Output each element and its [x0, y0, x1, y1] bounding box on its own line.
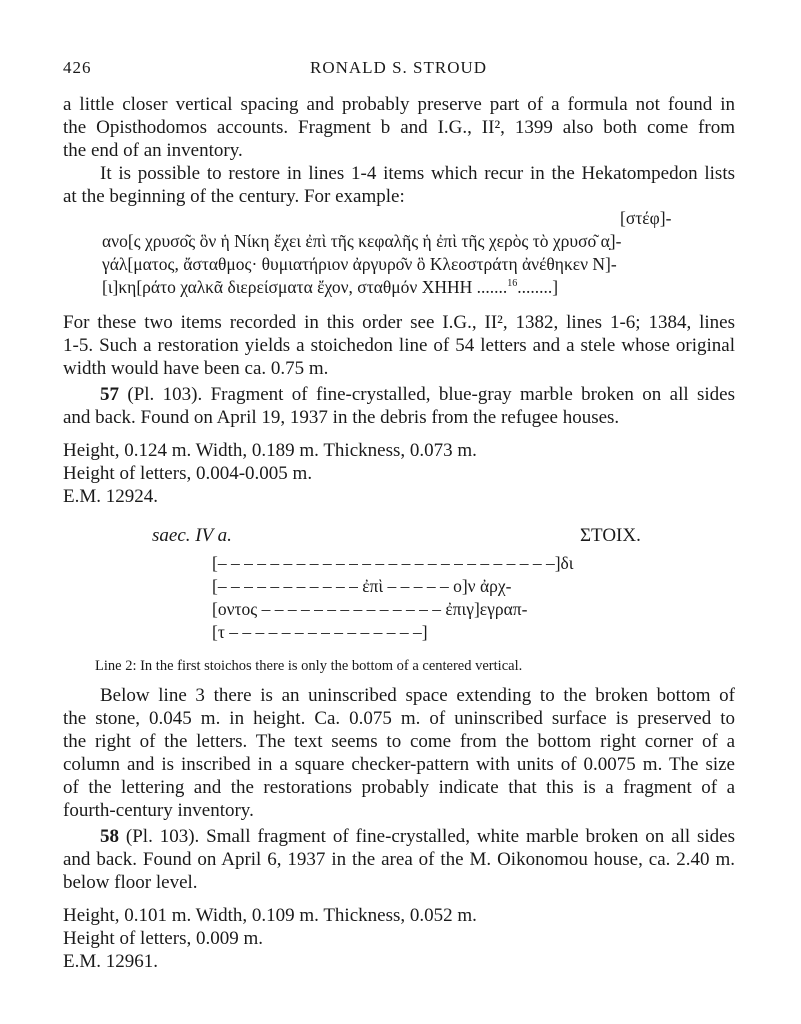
restoration-line-3-sup: 16 — [507, 278, 518, 289]
item58-line-1-rest: (Pl. 103). Small fragment of fine-crystalled, white marble broken on all sides — [125, 826, 736, 847]
item57-number: 57 — [100, 384, 119, 405]
item58-line-1 — [100, 826, 735, 848]
commentary57-line-6: fourth-century inventory. — [63, 800, 254, 821]
commentary57-line-5: of the lettering and the restorations probably indicate that this is a fragment of a — [63, 777, 735, 798]
inscription-line-4: [τ – – – – – – – – – – – – – – –] — [212, 622, 428, 642]
intro-line-3: the end of an inventory. — [63, 140, 243, 161]
inscription-date: saec. IV a. — [152, 525, 232, 546]
item57-dimensions: Height, 0.124 m. Width, 0.189 m. Thickness, 0.073 m. — [63, 440, 477, 461]
item57-line-1 — [100, 384, 735, 406]
item58-em-number: E.M. 12961. — [63, 951, 158, 972]
restoration-line-3-b: ........] — [517, 277, 559, 297]
inscription-style: ΣΤΟΙΧ. — [580, 525, 641, 546]
intro-line-4: It is possible to restore in lines 1-4 items which recur in the Hekatompedon lists — [100, 163, 735, 184]
restoration-line-3 — [102, 276, 558, 302]
item57-line-2: and back. Found on April 19, 1937 in the debris from the refugee houses. — [63, 407, 620, 428]
commentary57-line-4: column and is inscribed in a square checker-pattern with units of 0.0075 m. The size — [63, 754, 735, 775]
item58-number: 58 — [100, 826, 119, 847]
item57-note: Line 2: In the first stoichos there is only the bottom of a centered vertical. — [95, 658, 523, 674]
commentary57-line-1: Below line 3 there is an uninscribed space extending to the broken bottom of — [100, 685, 735, 706]
item57-letter-height: Height of letters, 0.004-0.005 m. — [63, 463, 313, 484]
inscription-line-3: [οντος – – – – – – – – – – – – – – ἐπιγ]εγραπ- — [212, 599, 528, 619]
after-restoration-line-2: 1-5. Such a restoration yields a stoichedon line of 54 letters and a stele whose original — [63, 335, 735, 356]
page-number: 426 — [63, 58, 92, 77]
item57-line-1-rest: (Pl. 103). Fragment of fine-crystalled, blue-gray marble broken on all sides — [127, 384, 736, 405]
inscription-line-2: [– – – – – – – – – – – ἐπὶ – – – – – ο]ν ἀρχ- — [212, 576, 512, 596]
commentary57-line-2: the stone, 0.045 m. in height. Ca. 0.075 m. of uninscribed surface is preserved to — [63, 708, 735, 729]
item57-em-number: E.M. 12924. — [63, 486, 158, 507]
item58-line-2: and back. Found on April 6, 1937 in the area of the M. Oikonomou house, ca. 2.40 m. — [63, 849, 735, 870]
after-restoration-line-1: For these two items recorded in this order see I.G., II², 1382, lines 1-6; 1384, lines — [63, 312, 735, 333]
after-restoration-line-3: width would have been ca. 0.75 m. — [63, 358, 329, 379]
restoration-line-0: [στέφ]- — [620, 208, 672, 228]
inscription-line-1: [– – – – – – – – – – – – – – – – – – – – – – – – – –]δι — [212, 553, 574, 573]
restoration-line-1: ανο[ς χρυσο͂ς ὃν ἡ Νίκη ἔχει ἐπὶ τῆς κεφαλῆς ἡ ἐπὶ τῆς χερὸς τὸ χρυσο͂ α̣]- — [102, 231, 622, 251]
item58-line-3: below floor level. — [63, 872, 198, 893]
commentary57-line-3: the right of the letters. The text seems to come from the bottom right corner of a — [63, 731, 735, 752]
item58-letter-height: Height of letters, 0.009 m. — [63, 928, 263, 949]
running-title: RONALD S. STROUD — [310, 58, 488, 77]
intro-line-5: at the beginning of the century. For example: — [63, 186, 405, 207]
restoration-line-2: γάλ[ματος, ἄσταθμος· θυμιατήριον ἀργυρο͂ν ὃ Κλεοστράτη ἀνέθηκεν N]- — [102, 254, 617, 274]
item58-dimensions: Height, 0.101 m. Width, 0.109 m. Thickness, 0.052 m. — [63, 905, 477, 926]
intro-line-1: a little closer vertical spacing and probably preserve part of a formula not found in — [63, 94, 735, 115]
intro-line-2: the Opisthodomos accounts. Fragment b and I.G., II², 1399 also both come from — [63, 117, 735, 138]
restoration-line-3-a: [ι]κη[ράτο χαλκᾶ διερείσματα ἔχον, σταθμόν ΧΗΗΗ ....... — [102, 277, 508, 297]
